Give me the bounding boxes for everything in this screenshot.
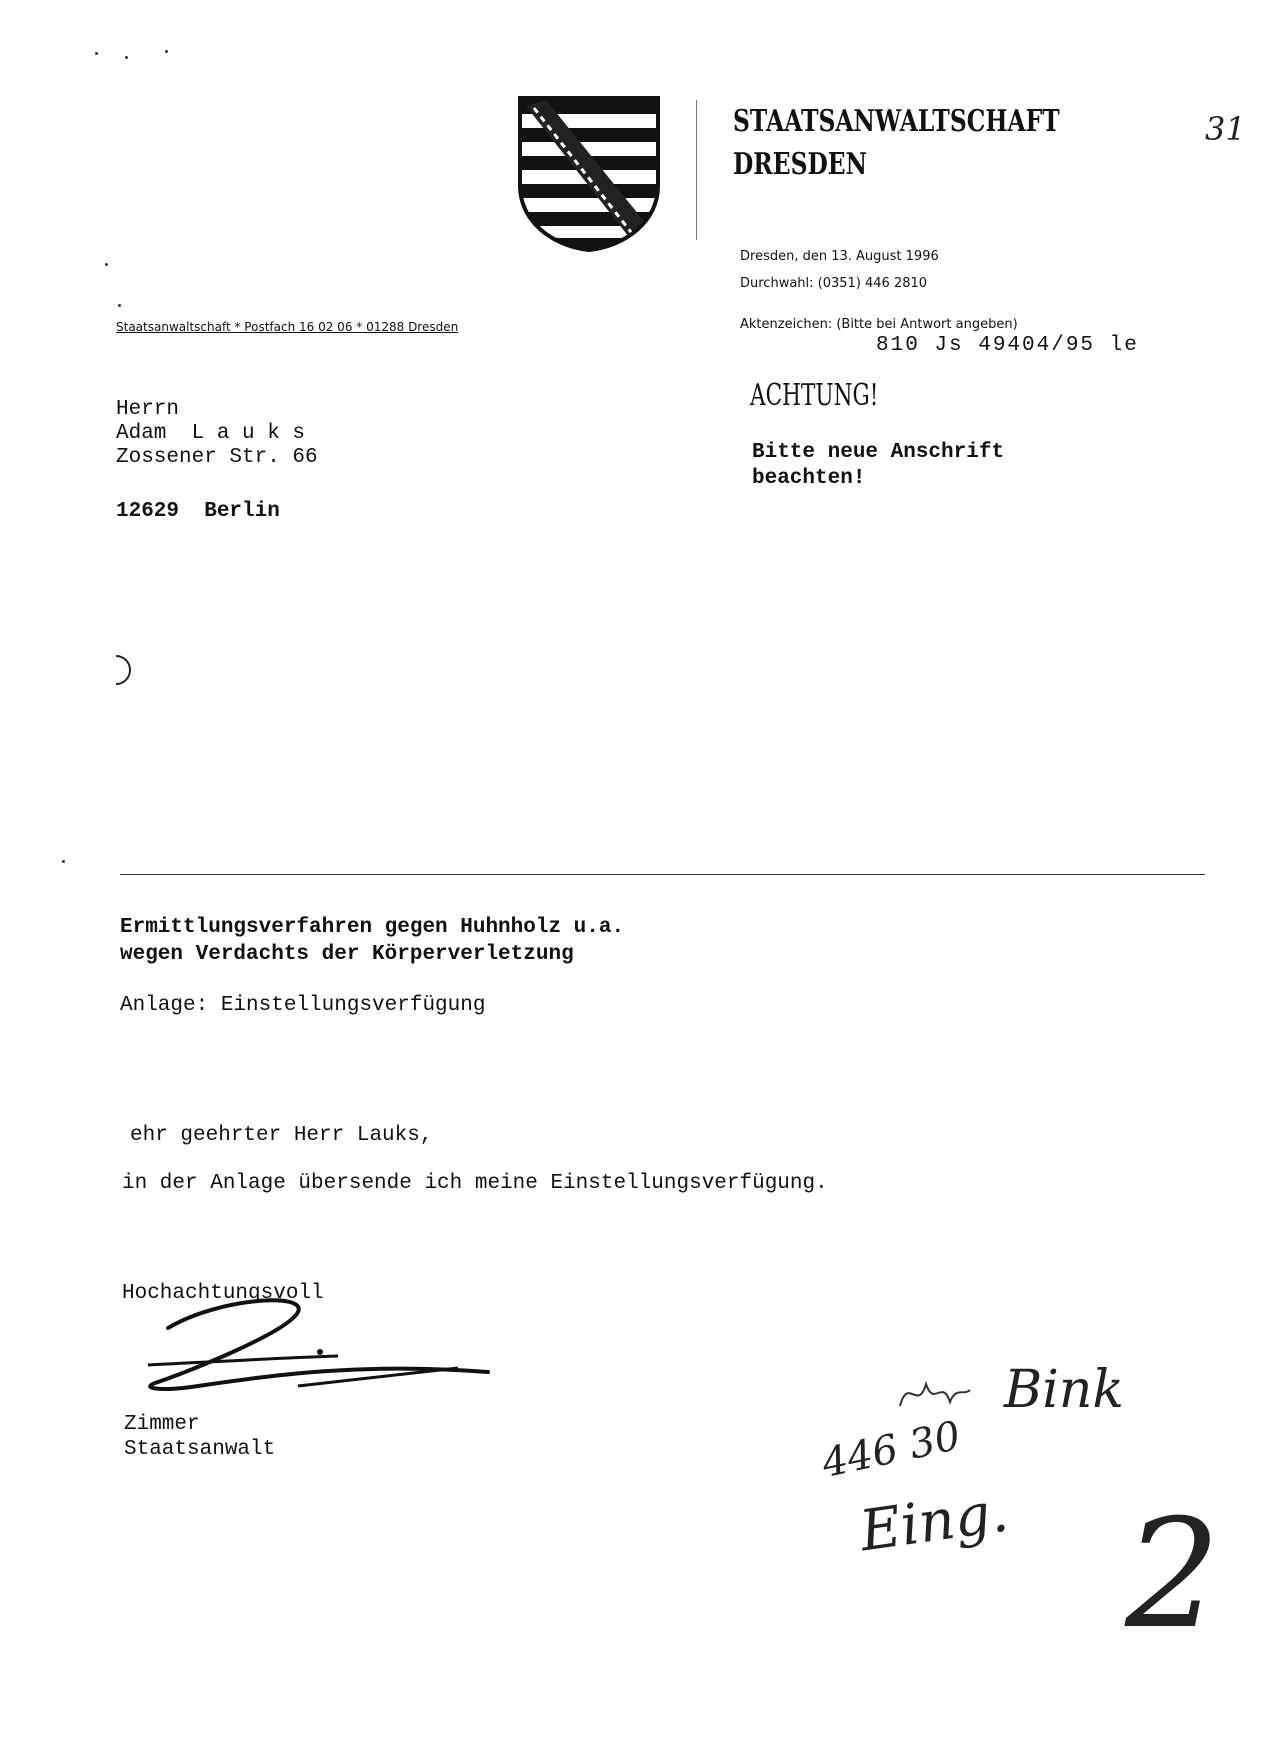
closing-phrase: Hochachtungsvoll bbox=[122, 1282, 324, 1305]
subject-line2: wegen Verdachts der Körperverletzung bbox=[120, 943, 574, 966]
note-bink: Bink bbox=[1004, 1360, 1124, 1420]
body-text: in der Anlage übersende ich meine Einstellungsverfügung. bbox=[122, 1172, 828, 1195]
punch-mark-icon bbox=[104, 650, 144, 690]
scan-speck bbox=[125, 56, 128, 59]
notice-line2: beachten! bbox=[752, 467, 866, 490]
recipient-block bbox=[116, 398, 318, 524]
signer-title: Staatsanwalt bbox=[124, 1438, 276, 1461]
notice-line1: Bitte neue Anschrift bbox=[752, 441, 1005, 464]
scan-speck bbox=[118, 304, 121, 307]
greeting-line: ehr geehrter Herr Lauks, bbox=[130, 1124, 433, 1147]
subject-block bbox=[120, 914, 624, 968]
reference-label: Aktenzeichen: (Bitte bei Antwort angeben) bbox=[740, 317, 1018, 332]
recipient-salutation: Herrn bbox=[116, 398, 180, 421]
date-line: Dresden, den 13. August 1996 bbox=[740, 249, 939, 264]
scan-speck bbox=[165, 50, 168, 53]
scribble-icon bbox=[894, 1366, 974, 1422]
signer-block bbox=[124, 1412, 275, 1462]
signature-icon bbox=[128, 1290, 498, 1410]
page-number: 31 bbox=[1205, 110, 1246, 148]
signer-name: Zimmer bbox=[124, 1413, 200, 1436]
authority-name bbox=[733, 104, 1060, 182]
authority-line2: DRESDEN bbox=[733, 147, 868, 182]
header-divider bbox=[696, 100, 697, 240]
reference-number: 810 Js 49404/95 le bbox=[876, 334, 1139, 357]
notice-title: ACHTUNG! bbox=[750, 378, 879, 413]
recipient-city: 12629 Berlin bbox=[116, 500, 280, 523]
scan-speck bbox=[95, 52, 98, 55]
note-number: 446 30 bbox=[818, 1412, 965, 1487]
recipient-name: Adam L a u k s bbox=[116, 422, 306, 445]
notice-text bbox=[752, 440, 1004, 492]
recipient-street: Zossener Str. 66 bbox=[116, 446, 318, 469]
return-address: Staatsanwaltschaft * Postfach 16 02 06 * 01288 Dresden bbox=[116, 320, 459, 334]
note-mark: 2 bbox=[1125, 1488, 1221, 1662]
note-eing: Eing. bbox=[856, 1479, 1013, 1565]
subject-line1: Ermittlungsverfahren gegen Huhnholz u.a. bbox=[120, 916, 625, 939]
phone-line: Durchwahl: (0351) 446 2810 bbox=[740, 276, 928, 291]
coat-of-arms-icon bbox=[516, 96, 662, 252]
enclosure-line: Anlage: Einstellungsverfügung bbox=[120, 994, 486, 1017]
scan-speck bbox=[105, 263, 108, 266]
section-divider bbox=[120, 874, 1205, 875]
authority-line1: STAATSANWALTSCHAFT bbox=[733, 104, 1060, 139]
scan-speck bbox=[62, 860, 65, 863]
